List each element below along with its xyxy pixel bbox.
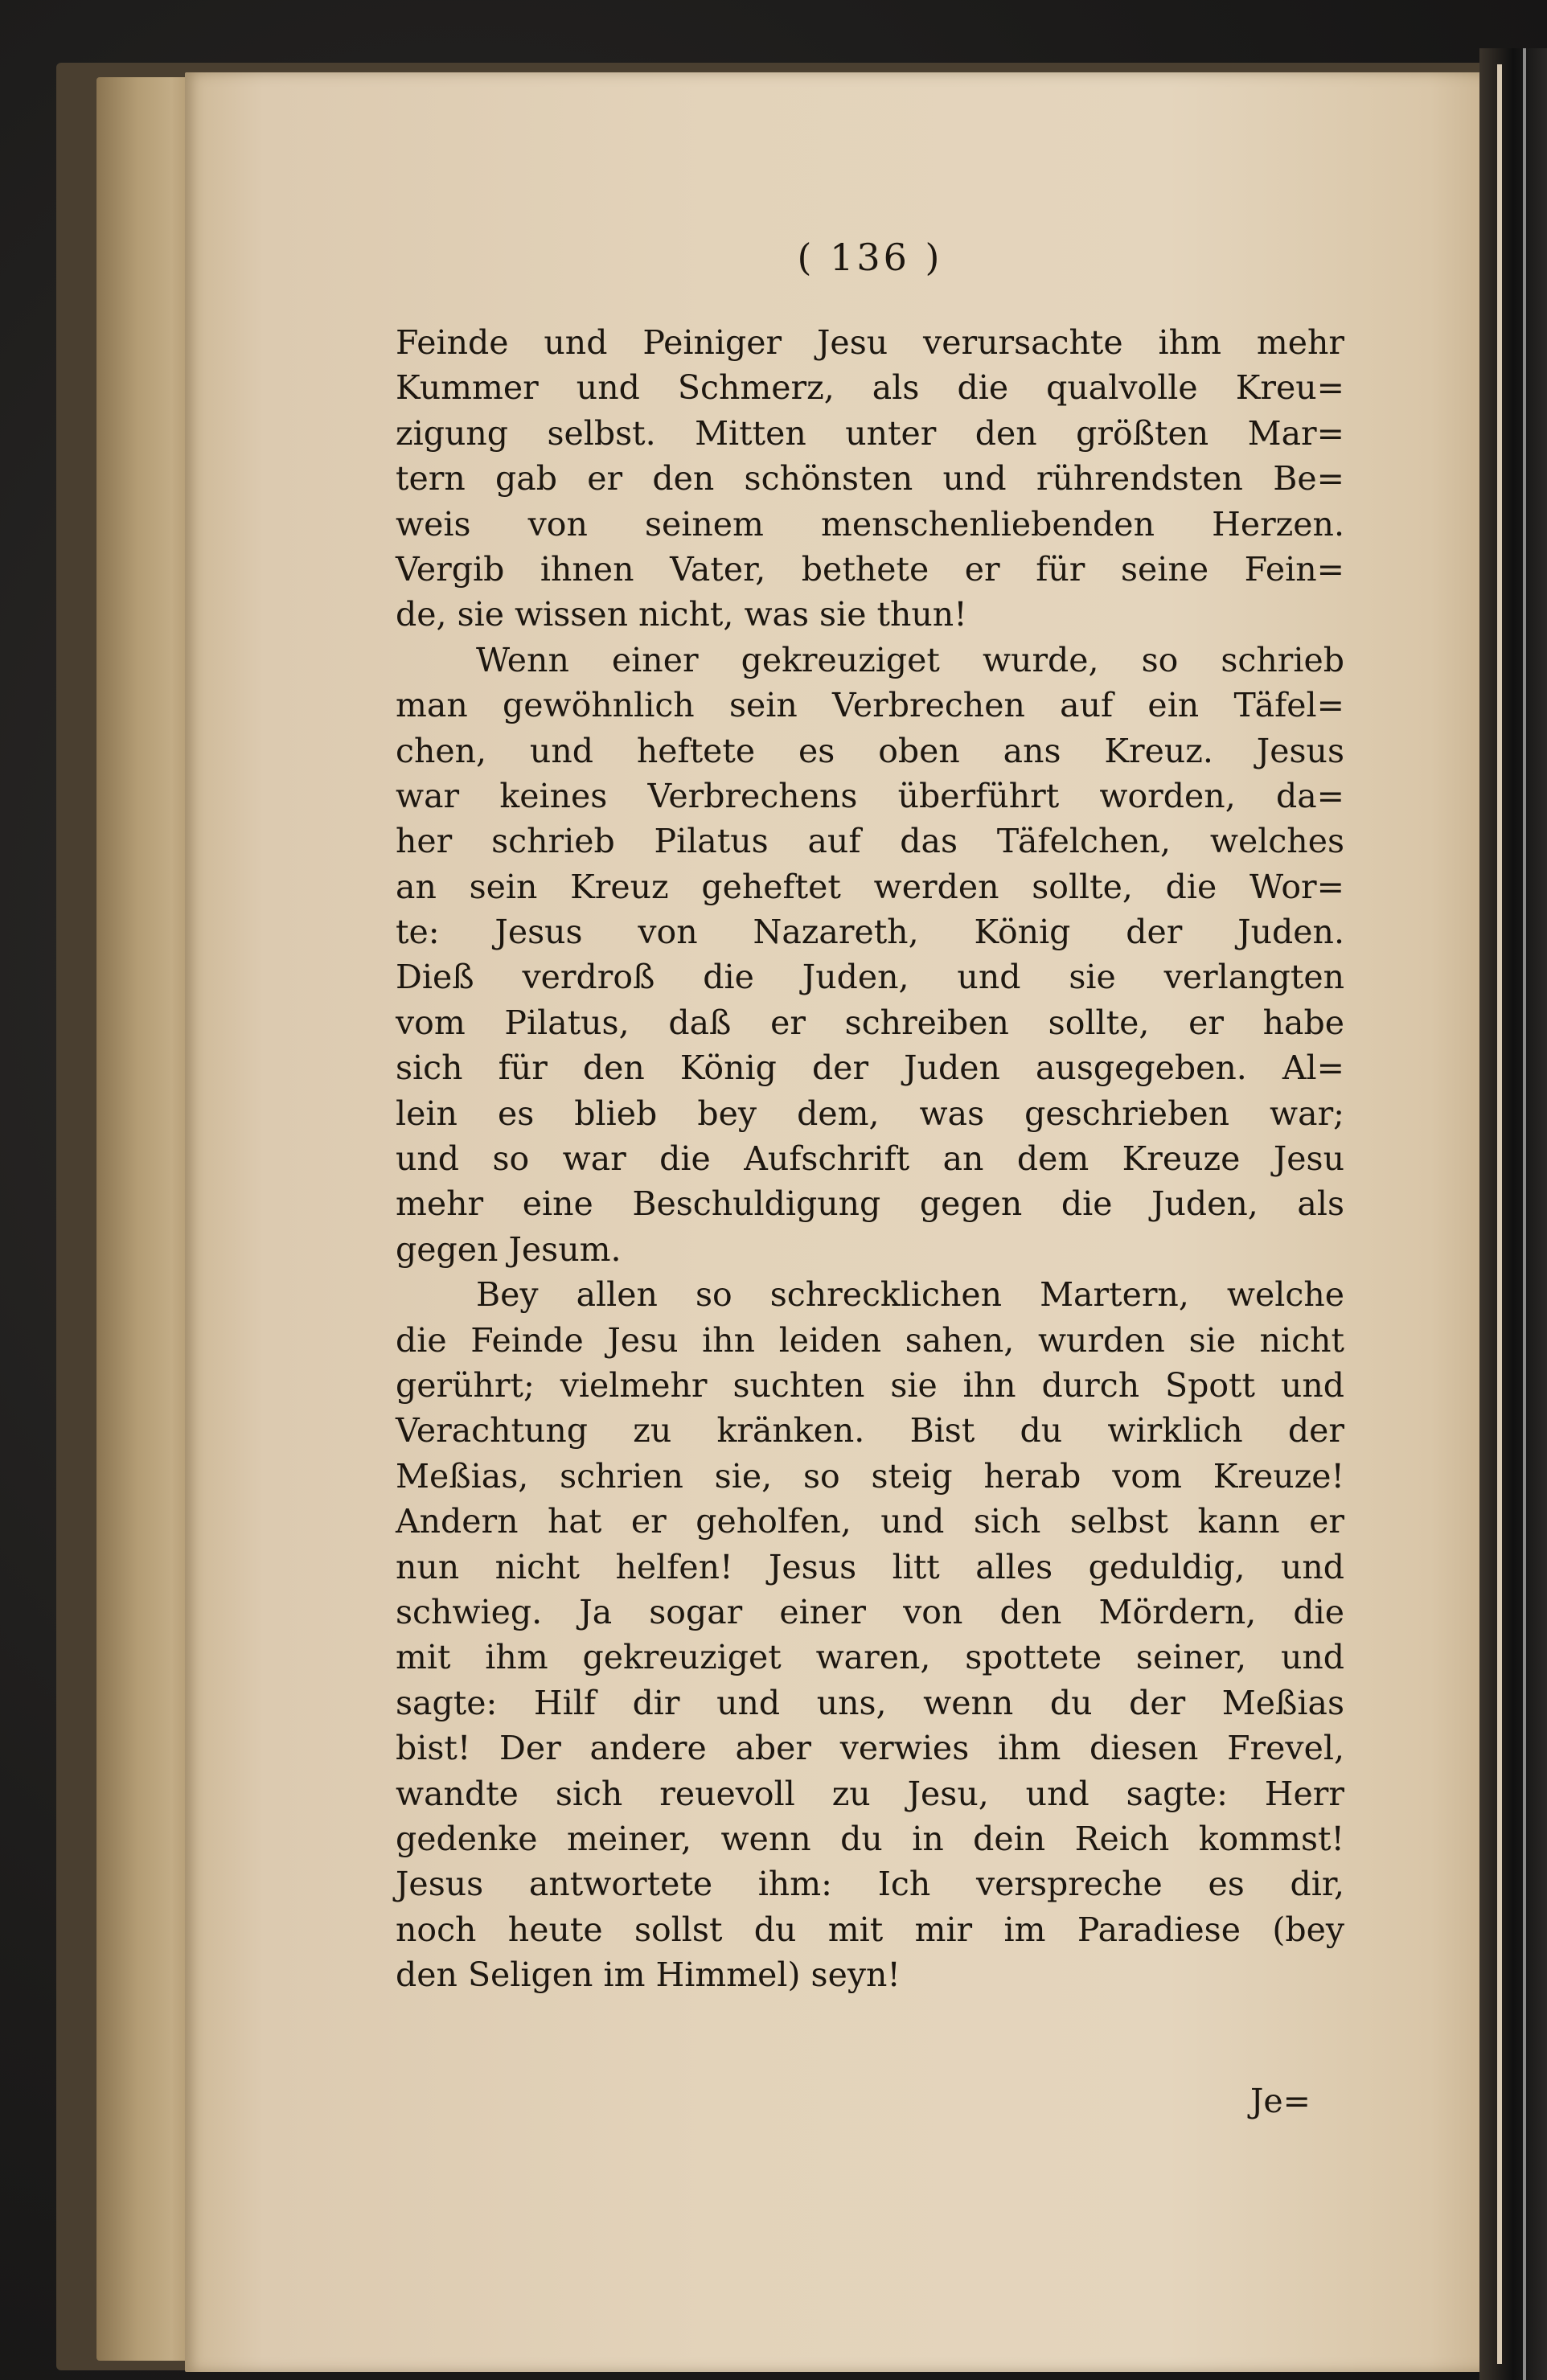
text-line: war keines Verbrechens überführt worden, da=	[396, 776, 1344, 815]
text-line: her schrieb Pilatus auf das Täfelchen, welches	[396, 822, 1344, 861]
text-line: sich für den König der Juden ausgegeben. Al=	[396, 1048, 1344, 1088]
text-line: te: Jesus von Nazareth, König der Juden.	[396, 913, 1344, 952]
text-line: chen, und heftete es oben ans Kreuz. Jesus	[396, 731, 1344, 770]
text-line: schwieg. Ja sogar einer von den Mördern, die	[396, 1592, 1344, 1631]
text-line: und so war die Aufschrift an dem Kreuze Jesu	[396, 1139, 1344, 1179]
text-line: Andern hat er geholfen, und sich selbst kann er	[396, 1502, 1344, 1541]
text-line: Feinde und Peiniger Jesu verursachte ihm mehr	[396, 323, 1344, 362]
text-line: Kummer und Schmerz, als die qualvolle Kreu=	[396, 368, 1344, 408]
text-line: Meßias, schrien sie, so steig herab vom Kreuze!	[396, 1456, 1344, 1496]
binding-strap	[1523, 48, 1526, 2380]
text-line: den Seligen im Himmel) seyn!	[396, 1955, 901, 1995]
text-line: bist! Der andere aber verwies ihm diesen Frevel,	[396, 1729, 1344, 1768]
page-number: ( 136 )	[797, 236, 943, 279]
text-line: Wenn einer gekreuziget wurde, so schrieb	[476, 640, 1344, 679]
text-line: man gewöhnlich sein Verbrechen auf ein Täfel=	[396, 686, 1344, 725]
text-line: mit ihm gekreuziget waren, spottete seiner, und	[396, 1638, 1344, 1677]
text-block	[396, 233, 1344, 2292]
text-line: gerührt; vielmehr suchten sie ihn durch Spott und	[396, 1365, 1344, 1405]
text-line: gedenke meiner, wenn du in dein Reich kommst!	[396, 1819, 1344, 1858]
text-line: tern gab er den schönsten und rührendsten Be=	[396, 459, 1344, 499]
text-line: weis von seinem menschenliebenden Herzen.	[396, 504, 1344, 544]
text-line: mehr eine Beschuldigung gegen die Juden, als	[396, 1184, 1344, 1224]
text-line: Jesus antwortete ihm: Ich verspreche es dir,	[396, 1865, 1344, 1904]
next-page-edge	[1497, 64, 1502, 2364]
body-text	[396, 320, 1344, 1997]
book-gutter	[1479, 48, 1547, 2380]
text-line: de, sie wissen nicht, was sie thun!	[396, 595, 967, 634]
text-line: noch heute sollst du mit mir im Paradiese (bey	[396, 1910, 1344, 1949]
text-line: sagte: Hilf dir und uns, wenn du der Meßias	[396, 1683, 1344, 1722]
text-line: Verachtung zu kränken. Bist du wirklich der	[396, 1411, 1344, 1451]
text-line: wandte sich reuevoll zu Jesu, und sagte: Herr	[396, 1774, 1344, 1813]
text-line: die Feinde Jesu ihn leiden sahen, wurden sie nicht	[396, 1320, 1344, 1360]
text-line: Dieß verdroß die Juden, und sie verlangten	[396, 958, 1344, 997]
text-line: Bey allen so schrecklichen Martern, welche	[476, 1275, 1344, 1315]
catchword: Je=	[1250, 2082, 1311, 2120]
text-line: gegen Jesum.	[396, 1229, 622, 1269]
text-line: vom Pilatus, daß er schreiben sollte, er habe	[396, 1003, 1344, 1042]
text-line: an sein Kreuz geheftet werden sollte, die Wor=	[396, 867, 1344, 906]
text-line: lein es blieb bey dem, was geschrieben war;	[396, 1094, 1344, 1133]
text-line: zigung selbst. Mitten unter den größten Mar=	[396, 413, 1344, 453]
text-line: Vergib ihnen Vater, bethete er für seine Fein=	[396, 549, 1344, 589]
text-line: nun nicht helfen! Jesus litt alles geduldig, und	[396, 1547, 1344, 1586]
